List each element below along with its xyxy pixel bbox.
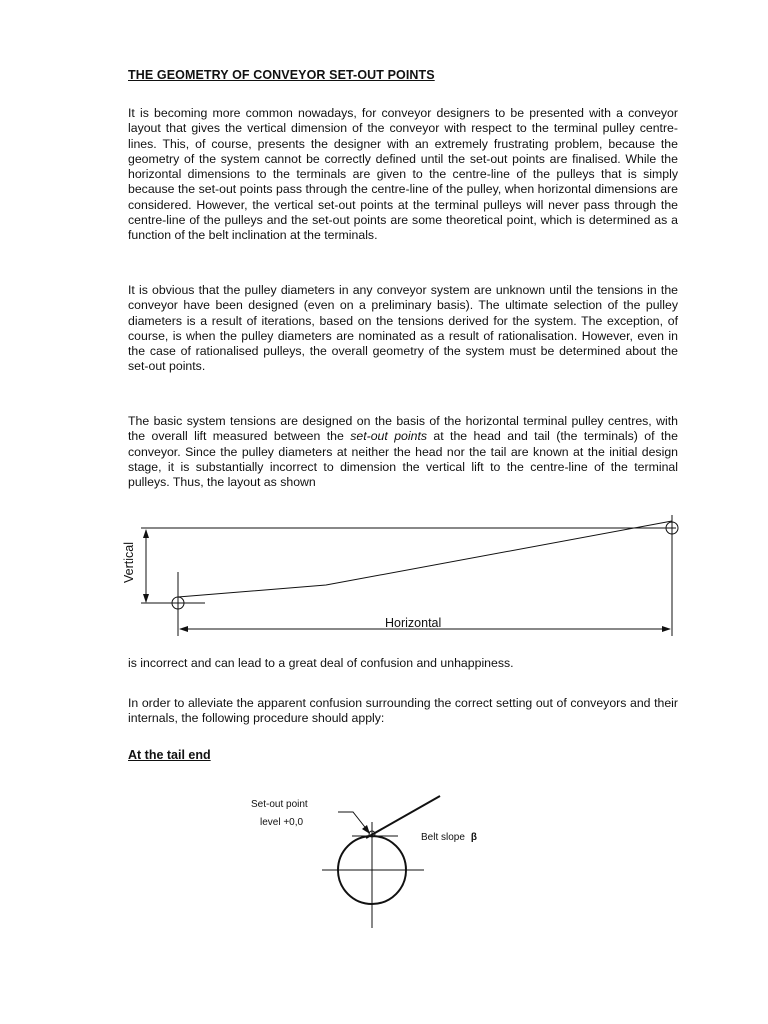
horizontal-label: Horizontal [385, 616, 442, 630]
paragraph-3-emphasis: set-out points [350, 429, 428, 444]
setout-point-label-line1: Set-out point [251, 799, 308, 810]
paragraph-4: is incorrect and can lead to a great deal of confusion and unhappiness. [128, 656, 514, 670]
document-title: THE GEOMETRY OF CONVEYOR SET-OUT POINTS [128, 68, 435, 82]
paragraph-3-text-b: at the head and tail (the terminals) of the conveyor. Since the pulley diameters at neither the head nor the tail are known at the initial design stage, it is substantially incorrect to dimension the vertical lift to the centre-line of the terminal pulleys. Thus, the layout as shown [128, 429, 678, 490]
paragraph-3-text-a: The basic system tensions are designed on the basis of the horizontal terminal pulley centres, with the overall lift measured between the [128, 414, 678, 444]
belt-slope-label-text: Belt slope [421, 832, 465, 843]
setout-point-label-line2: level +0,0 [260, 817, 304, 828]
vertical-label: Vertical [122, 542, 136, 583]
paragraph-1: It is becoming more common nowadays, for conveyor designers to be presented with a conveyor layout that gives the vertical dimension of the conveyor with respect to the terminal pulley centre-lines. This, of course, presents the designer with an extremely frustrating problem, because the geometry of the system cannot be correctly defined until the set-out points are finalised. While the horizontal dimensions to the terminals are given to the centre-line of the pulleys that is simply because the set-out points pass through the centre-line of the pulley, when horizontal dimensions are considered. However, the vertical set-out points at the terminal pulleys will never pass through the centre-line of the pulleys and the set-out points are some theoretical point, which is determined as a function of the belt inclination at the terminals. [128, 106, 678, 243]
belt-slope-label [421, 832, 477, 843]
paragraph-2: It is obvious that the pulley diameters in any conveyor system are unknown until the tensions in the conveyor have been designed (even on a preliminary basis). The ultimate selection of the pulley diameters is a result of iterations, based on the tensions derived for the system. The exception, of course, is when the pulley diameters are nominated as a result of rationalisation. However, even in the case of rationalised pulleys, the overall geometry of the system must be determined about the set-out points. [128, 283, 678, 374]
belt-slope-symbol: β [470, 832, 478, 843]
section-heading-tail-end: At the tail end [128, 748, 211, 762]
paragraph-5: In order to alleviate the apparent confusion surrounding the correct setting out of conveyors and their internals, the following procedure should apply: [128, 696, 678, 726]
